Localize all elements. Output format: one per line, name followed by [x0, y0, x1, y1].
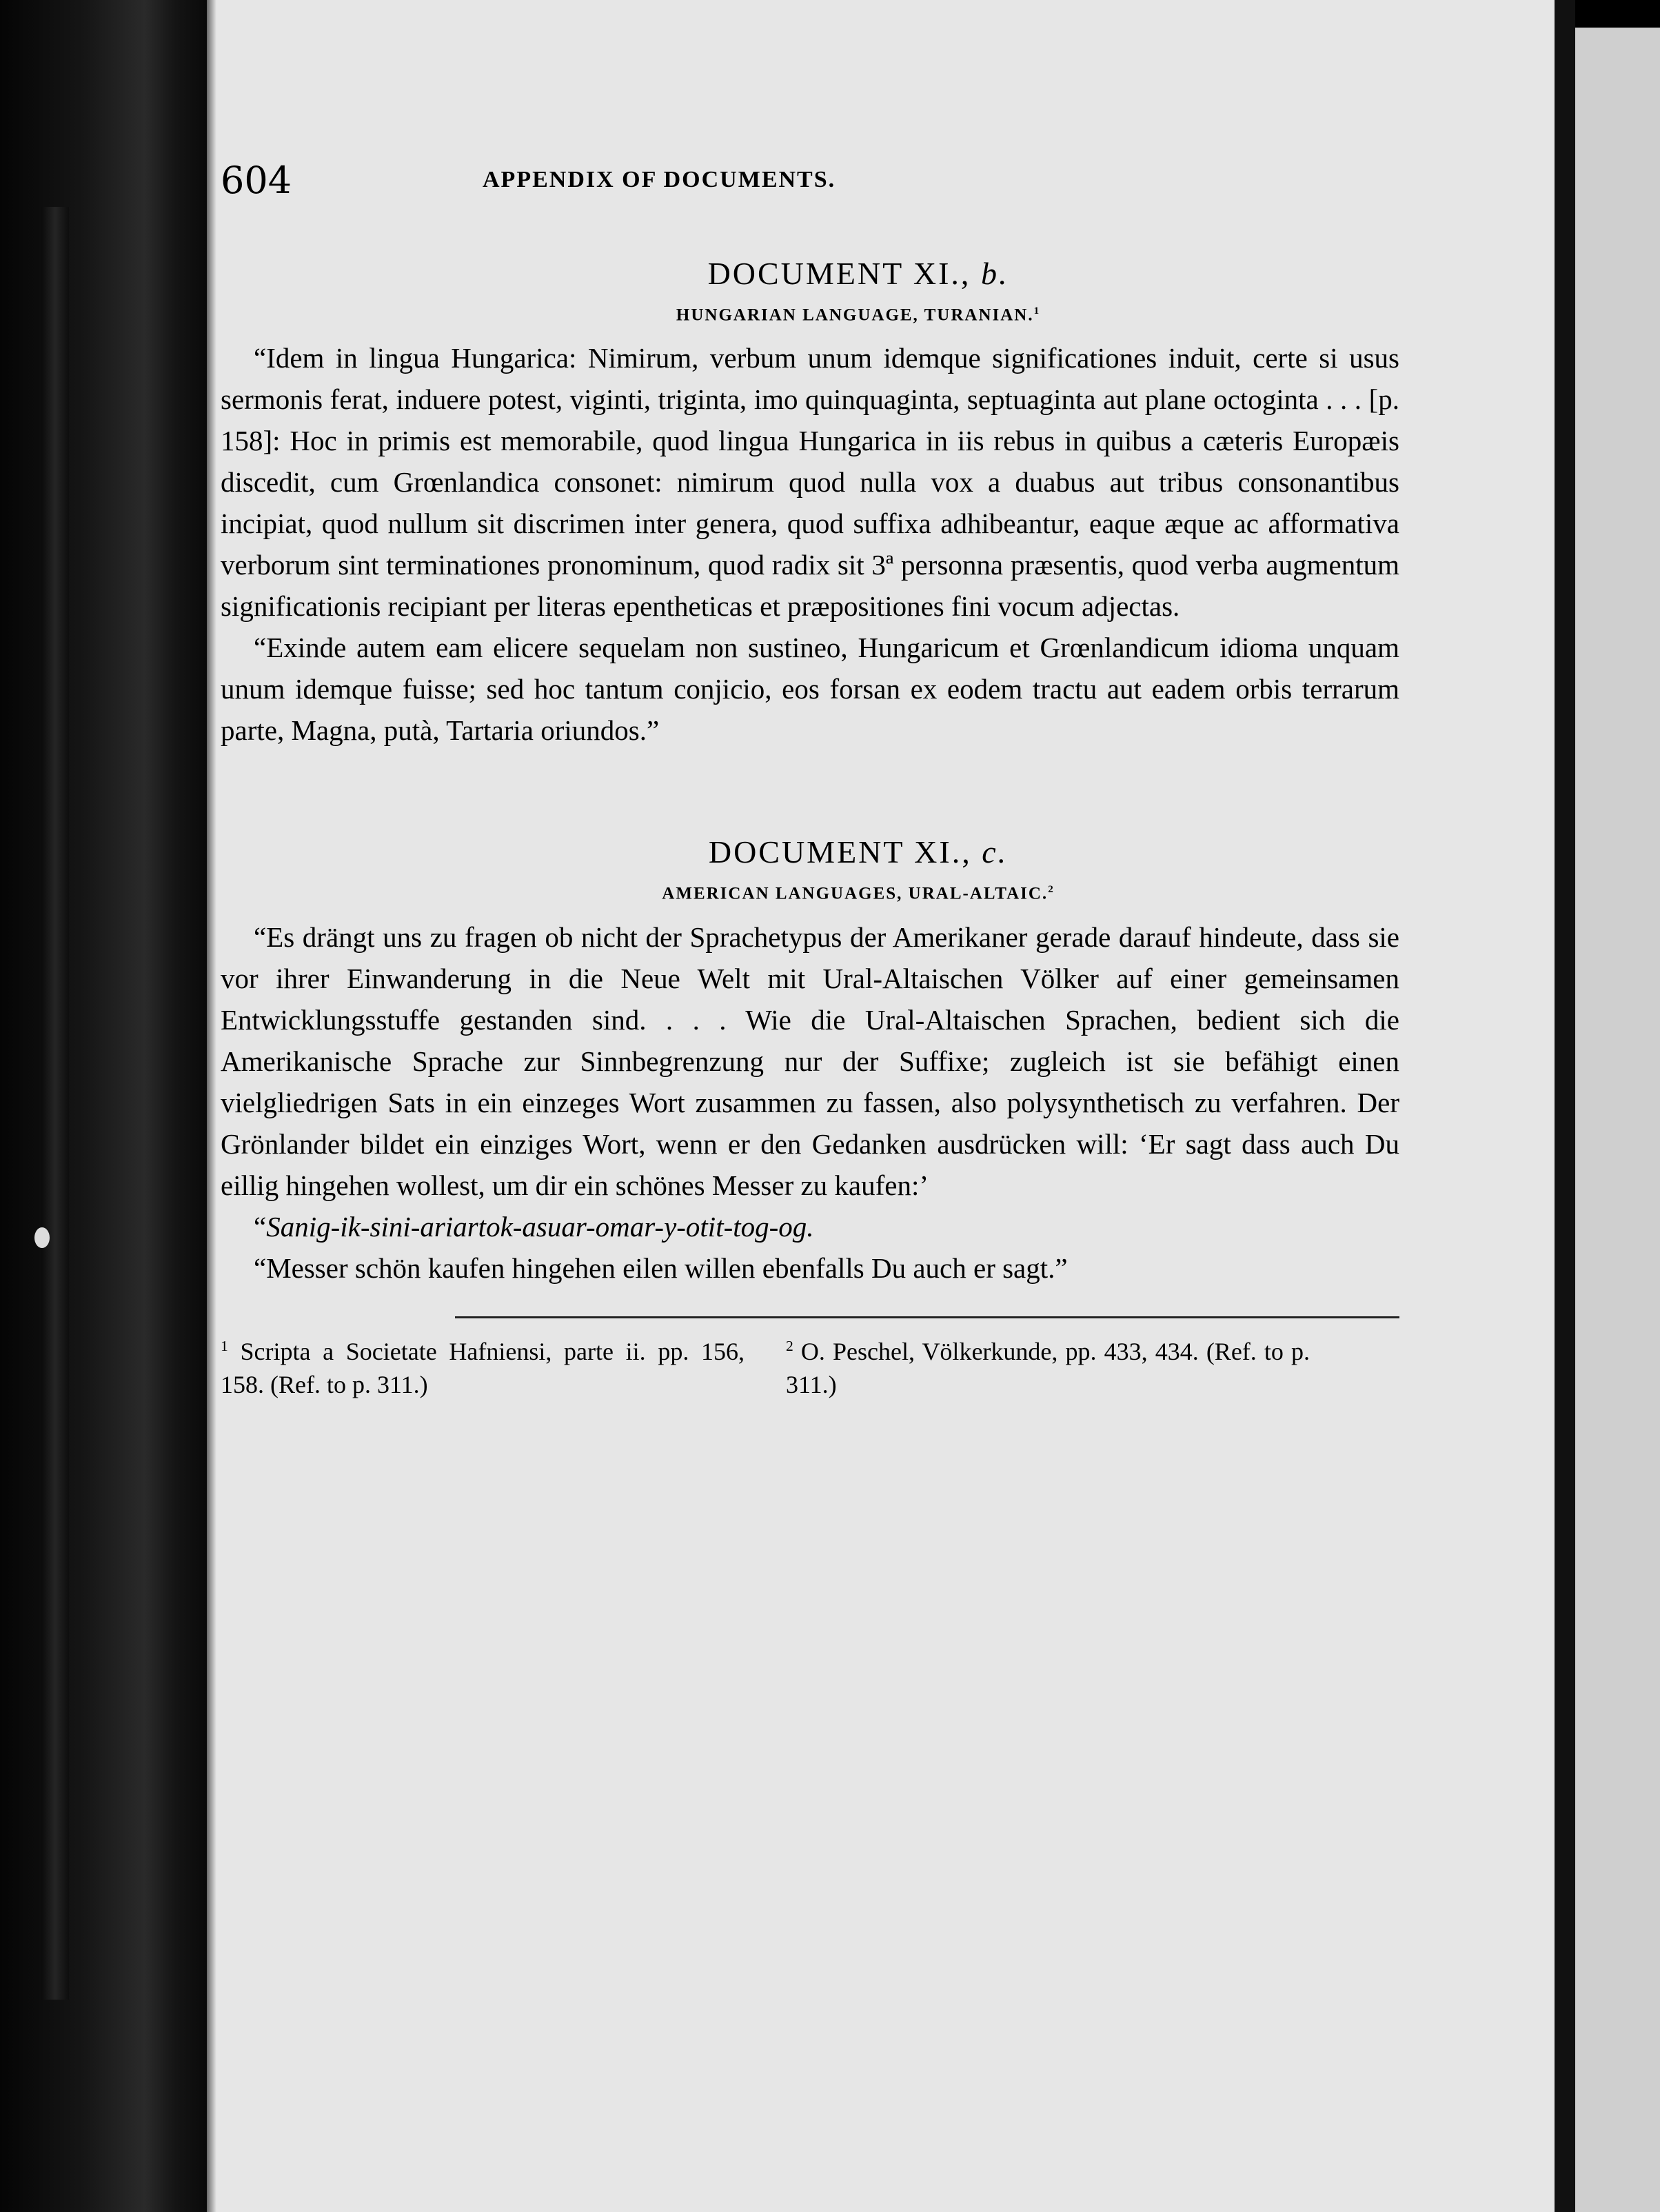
footnote-1 [221, 1329, 745, 1401]
footnote-1-mark: 1 [221, 1337, 228, 1354]
footnote-1-text: Scripta a Societate Hafniensi, parte ii. pp. 156, 158. (Ref. to p. 311.) [221, 1337, 745, 1398]
page-content [221, 159, 1399, 1401]
section-c-paragraph-1: “Es drängt uns zu fragen ob nicht der Sprachetypus der Amerikaner gerade darauf hindeute, dass sie vor ihrer Einwanderung in die Neue Welt mit Ural-Altaischen Völker auf einer gemeinsamen Entwicklungsstuffe gestanden sind. . . . Wie die Ural-Altaischen Sprachen, bedient sich die Amerikanische Sprache zur Sinnbegrenzung nur der Suffixe; zugleich ist sie befähigt einen vielgliedrigen Sats in ein einzeges Wort zusammen zu fassen, also polysynthetisch zu verfahren. Der Grönlander bildet ein einziges Wort, wenn er den Gedanken ausdrücken will: ‘Er sagt dass auch Du eillig hingehen wollest, um dir ein schönes Messer zu kaufen:’ [221, 921, 1399, 1201]
section-c-title-letter: c. [982, 834, 1009, 870]
footnote-2-text: O. Peschel, Völkerkunde, pp. 433, 434. (Ref. to p. 311.) [786, 1337, 1310, 1398]
section-c-example-quote: “ [254, 1210, 267, 1243]
section-c-example [221, 1206, 1399, 1247]
section-b-title-main: DOCUMENT XI., [707, 256, 981, 291]
footnotes [221, 1329, 1399, 1401]
footnote-divider [455, 1316, 1399, 1318]
footnote-2-mark: 2 [786, 1337, 793, 1354]
section-c-footnote-ref: 2 [1048, 884, 1055, 896]
page-edge-shadow [207, 0, 216, 2212]
section-b-subtitle [317, 305, 1399, 325]
section-b-subtitle-text: HUNGARIAN LANGUAGE, TURANIAN. [676, 305, 1034, 325]
running-head [221, 159, 1399, 221]
section-c-title-main: DOCUMENT XI., [708, 834, 982, 870]
footnote-2 [786, 1329, 1310, 1401]
section-b-paragraph-2: “Exinde autem eam elicere sequelam non sustineo, Hungaricum et Grœnlandicum idioma unquam unum idemque fuisse; sed hoc tantum conjicio, eos forsan ex eodem tractu aut eadem orbis terrarum parte, Magna, putà, Tartaria oriundos.” [221, 632, 1399, 747]
section-c-title [317, 834, 1399, 870]
running-head-title: APPENDIX OF DOCUMENTS. [483, 167, 836, 192]
section-c-subtitle-text: AMERICAN LANGUAGES, URAL-ALTAIC. [662, 884, 1049, 903]
section-c-paragraph-3: “Messer schön kaufen hingehen eilen willen ebenfalls Du auch er sagt.” [254, 1251, 1068, 1284]
section-b-paragraph-1: “Idem in lingua Hungarica: Nimirum, verbum unum idemque significationes induit, certe si usus sermonis ferat, induere potest, viginti, triginta, imo quinquaginta, septuaginta aut plane octoginta . . . [p. 158]: Hoc in primis est memorabile, quod lingua Hungarica in iis rebus in quibus a cæteris Europæis discedit, cum Grœnlandica consonet: nimirum quod nulla vox a duabus aut tribus consonantibus incipiat, quod nullum sit discrimen inter genera, quod suffixa adhibeantur, eaque æque ac afformativa verborum sint terminationes pronominum, quod radix sit 3ª personna præsentis, quod verba augmentum significationis recipiant per literas epentheticas et præpositiones fini vocum adjectas. [221, 342, 1399, 623]
page-number: 604 [221, 159, 292, 202]
right-top-dark [1575, 0, 1660, 28]
section-b-title-letter: b. [980, 256, 1009, 291]
spine-shadow [41, 207, 69, 2000]
spine-blemish [34, 1227, 50, 1248]
facing-page-edge [1575, 28, 1660, 2212]
section-b-footnote-ref: 1 [1033, 305, 1041, 316]
book-spine [0, 0, 207, 2212]
section-c-example-word: Sanig-ik-sini-ariartok-asuar-omar-y-otit-tog-og. [266, 1210, 814, 1243]
section-c-subtitle [317, 884, 1399, 903]
section-b-title [317, 255, 1399, 292]
right-gutter [1555, 0, 1575, 2212]
